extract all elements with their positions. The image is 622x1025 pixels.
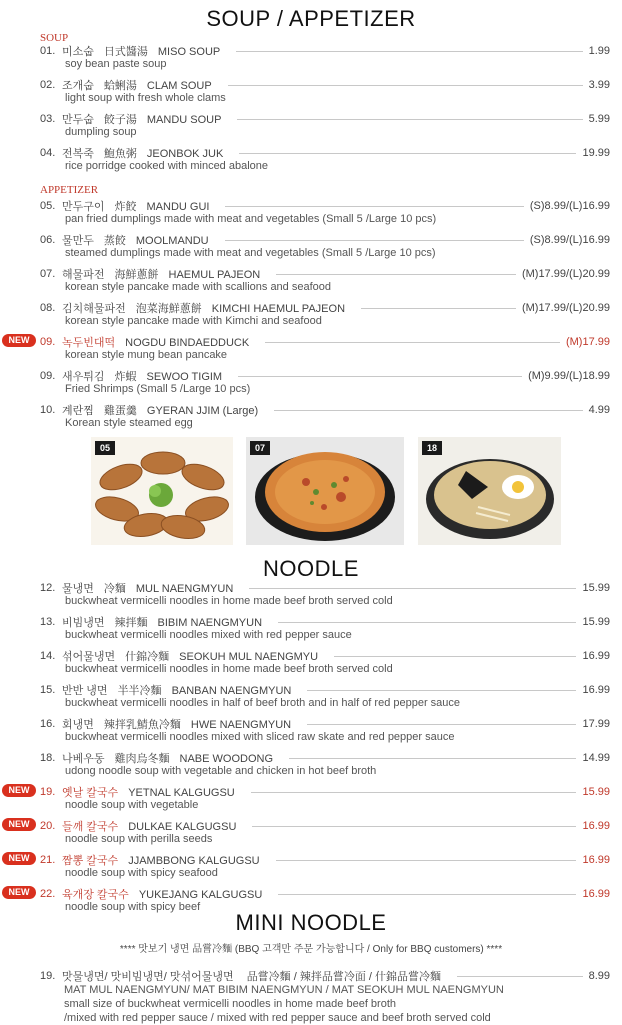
item-name-kr: 계란찜: [62, 404, 94, 417]
menu-item-header: [40, 368, 610, 383]
new-badge: NEW: [2, 852, 36, 865]
item-name-en: NOGDU BINDAEDDUCK: [125, 336, 250, 349]
item-name-kr: 만두숩: [62, 113, 94, 126]
item-price: 15.99: [582, 785, 610, 798]
menu-item: [40, 111, 610, 141]
menu-item-header: [40, 111, 610, 126]
item-name-kr: 김치해물파전: [62, 302, 126, 315]
menu-item-header: [40, 232, 610, 247]
item-name-en: YUKEJANG KALGUGSU: [138, 888, 263, 901]
item-names: [62, 580, 243, 596]
photo-tag: 07: [250, 441, 270, 455]
item-price: 19.99: [582, 146, 610, 159]
new-badge: NEW: [2, 334, 36, 347]
item-price: 15.99: [582, 581, 610, 594]
photo-pancake: [246, 437, 404, 545]
item-names: [62, 784, 245, 800]
item-price: 16.99: [582, 819, 610, 832]
menu-item: [40, 648, 610, 678]
item-names: [62, 232, 219, 248]
menu-item: [8, 852, 610, 882]
menu-item-header: [40, 145, 610, 160]
item-name-cn: 蒸餃: [103, 234, 126, 247]
menu-item: [40, 614, 610, 644]
item-names: [62, 614, 272, 630]
item-price: 16.99: [582, 853, 610, 866]
menu-item-header: [40, 198, 610, 213]
menu-item: [40, 716, 610, 746]
dot-leader: [225, 240, 524, 241]
item-names: [62, 402, 268, 418]
menu-item: [40, 43, 610, 73]
item-description: noodle soup with perilla seeds: [65, 833, 213, 845]
menu-item-header: [40, 784, 610, 799]
subsection-appetizer: APPETIZER: [40, 184, 99, 196]
photo-dumplings: [91, 437, 233, 545]
dot-leader: [265, 342, 560, 343]
item-description: buckwheat vermicelli noodles in home made beef broth served cold: [65, 595, 393, 607]
item-number: 19.: [40, 969, 56, 982]
item-number: 19.: [40, 785, 56, 798]
menu-item-header: [40, 968, 610, 983]
dot-leader: [276, 860, 577, 861]
item-name-cn: 海鮮蔥餅: [114, 268, 159, 281]
item-name-en: KIMCHI HAEMUL PAJEON: [211, 302, 346, 315]
item-names: [62, 852, 270, 868]
item-price: (S)8.99/(L)16.99: [529, 233, 610, 246]
item-price: (M)17.99: [565, 335, 610, 348]
mini-noodle-note: **** 맛보기 냉면 品嘗冷麵 (BBQ 고객만 주문 가능합니다 / Only for BBQ customers) ****: [119, 944, 503, 955]
item-name-kr: 회냉면: [62, 718, 94, 731]
item-names: [62, 682, 301, 698]
item-description: buckwheat vermicelli noodles in home made beef broth served cold: [65, 663, 393, 675]
menu-item: [40, 145, 610, 175]
menu-item: [8, 334, 610, 364]
item-price: 16.99: [582, 649, 610, 662]
dot-leader: [361, 308, 516, 309]
dot-leader: [228, 85, 583, 86]
item-description: noodle soup with spicy beef: [65, 901, 201, 913]
item-name-en: YETNAL KALGUGSU: [128, 786, 235, 799]
item-price: 5.99: [588, 112, 610, 125]
item-description: Fried Shrimps (Small 5 /Large 10 pcs): [65, 383, 251, 395]
item-number: 04.: [40, 146, 56, 159]
dot-leader: [225, 206, 523, 207]
menu-item: [40, 368, 610, 398]
item-number: 02.: [40, 78, 56, 91]
item-number: 06.: [40, 233, 56, 246]
item-number: 15.: [40, 683, 56, 696]
menu-item-header: [40, 334, 610, 349]
item-name-en: BIBIM NAENGMYUN: [157, 616, 263, 629]
mini-line: /mixed with red pepper sauce / mixed with red pepper sauce and beef broth served cold: [64, 1012, 491, 1024]
section-title-mini-noodle: MINI NOODLE: [235, 910, 387, 935]
mini-noodle-item: [40, 968, 610, 1025]
menu-item-header: [40, 77, 610, 92]
item-name-kr: 물만두: [62, 234, 94, 247]
menu-item-header: [40, 43, 610, 58]
item-number: 10.: [40, 403, 56, 416]
menu-item-header: [40, 300, 610, 315]
menu-item: [40, 232, 610, 262]
menu-item-header: [40, 750, 610, 765]
item-name-cn: 日式醬湯: [103, 45, 148, 58]
item-name-cn: 辣拌麵: [114, 616, 148, 629]
new-badge: NEW: [2, 886, 36, 899]
item-name-kr: 조개숩: [62, 79, 94, 92]
item-price: 4.99: [588, 403, 610, 416]
subsection-soup: SOUP: [40, 32, 69, 44]
dot-leader: [334, 656, 576, 657]
item-number: 09.: [40, 335, 56, 348]
item-number: 22.: [40, 887, 56, 900]
item-name-en: MANDU GUI: [146, 200, 210, 213]
item-names: [62, 198, 219, 214]
item-name-en: MISO SOUP: [157, 45, 221, 58]
item-name-kr: 미소숩: [62, 45, 94, 58]
menu-item: [40, 300, 610, 330]
item-name-kr: 맛물냉면/ 맛비빔냉면/ 맛섞어물냉면: [62, 970, 234, 983]
menu-item-header: [40, 682, 610, 697]
dot-leader: [238, 376, 522, 377]
dot-leader: [307, 724, 576, 725]
photo-tag: 18: [422, 441, 442, 455]
item-name-kr: 나베우동: [62, 752, 105, 765]
menu-item: [40, 750, 610, 780]
item-description: buckwheat vermicelli noodles in half of beef broth and in half of red pepper sauce: [65, 697, 461, 709]
item-name-kr: 전복죽: [62, 147, 94, 160]
item-price: (M)17.99/(L)20.99: [521, 301, 610, 314]
item-price: 17.99: [582, 717, 610, 730]
item-name-cn: 炸餃: [114, 200, 137, 213]
item-number: 05.: [40, 199, 56, 212]
item-name-kr: 새우튀김: [62, 370, 105, 383]
item-name-cn: 泡菜海鮮蔥餅: [135, 302, 202, 315]
item-name-cn: 雞蛋羹: [103, 404, 137, 417]
item-name-en: DULKAE KALGUGSU: [128, 820, 237, 833]
item-names: [62, 886, 272, 902]
item-name-en: JEONBOK JUK: [146, 147, 224, 160]
item-description: korean style mung bean pancake: [65, 349, 228, 361]
item-description: Korean style steamed egg: [65, 417, 193, 429]
item-name-kr: 해물파전: [62, 268, 105, 281]
item-number: 03.: [40, 112, 56, 125]
menu-item: [40, 580, 610, 610]
dot-leader: [278, 622, 576, 623]
item-price: 16.99: [582, 887, 610, 900]
item-name-en: CLAM SOUP: [146, 79, 212, 92]
item-names: [62, 300, 355, 316]
item-description: korean style pancake made with scallions and seafood: [65, 281, 331, 293]
menu-item-header: [40, 852, 610, 867]
item-name-kr: 녹두빈대떡: [62, 336, 116, 349]
item-name-en: MOOLMANDU: [135, 234, 209, 247]
menu-item-header: [40, 580, 610, 595]
item-names: [62, 750, 283, 766]
item-name-cn: 什錦冷麵: [125, 650, 170, 663]
item-number: 01.: [40, 44, 56, 57]
dot-leader: [252, 826, 576, 827]
mini-line: small size of buckwheat vermicelli noodles in home made beef broth: [64, 998, 396, 1010]
item-description: pan fried dumplings made with meat and vegetables (Small 5 /Large 10 pcs): [65, 213, 437, 225]
item-name-kr: 비빔냉면: [62, 616, 105, 629]
item-description: dumpling soup: [65, 126, 137, 138]
item-name-cn: 蛤蜊湯: [103, 79, 137, 92]
item-name-kr: 반반 냉면: [62, 684, 108, 697]
dot-leader: [274, 410, 582, 411]
item-names: [62, 818, 246, 834]
item-name-en: JJAMBBONG KALGUGSU: [128, 854, 260, 867]
item-description: buckwheat vermicelli noodles mixed with red pepper sauce: [65, 629, 352, 641]
item-names: [62, 968, 451, 984]
item-name-cn: 雞肉烏冬麵: [114, 752, 170, 765]
item-name-cn: 鮑魚粥: [103, 147, 137, 160]
item-description: udong noodle soup with vegetable and chicken in hot beef broth: [65, 765, 377, 777]
item-price: 16.99: [582, 683, 610, 696]
menu-item-header: [40, 266, 610, 281]
item-names: [62, 111, 231, 127]
menu-item: [8, 818, 610, 848]
dot-leader: [289, 758, 576, 759]
photo-udon: [418, 437, 561, 545]
new-badge: NEW: [2, 818, 36, 831]
item-number: 16.: [40, 717, 56, 730]
item-names: [62, 334, 259, 350]
item-description: noodle soup with vegetable: [65, 799, 199, 811]
item-number: 21.: [40, 853, 56, 866]
item-price: 1.99: [588, 44, 610, 57]
menu-item-header: [40, 716, 610, 731]
item-number: 13.: [40, 615, 56, 628]
item-names: [62, 648, 328, 664]
item-name-en: HAEMUL PAJEON: [168, 268, 261, 281]
item-number: 09.: [40, 369, 56, 382]
item-name-en: HWE NAENGMYUN: [190, 718, 292, 731]
item-price: 3.99: [588, 78, 610, 91]
menu-item-header: [40, 402, 610, 417]
item-description: soy bean paste soup: [65, 58, 167, 70]
item-name-cn: 餃子湯: [103, 113, 137, 126]
dot-leader: [236, 51, 582, 52]
item-names: [62, 266, 270, 282]
item-name-en: MANDU SOUP: [146, 113, 222, 126]
item-description: rice porridge cooked with minced abalone: [65, 160, 269, 172]
menu-item: [40, 402, 610, 432]
item-names: [62, 43, 230, 59]
item-name-cn: 辣拌乳鯖魚冷麵: [103, 718, 181, 731]
item-number: 18.: [40, 751, 56, 764]
dot-leader: [249, 588, 576, 589]
item-name-en: BANBAN NAENGMYUN: [171, 684, 292, 697]
menu-item: [40, 198, 610, 228]
item-name-kr: 육개장 칼국수: [62, 888, 129, 901]
section-title-noodle: NOODLE: [263, 556, 359, 581]
new-badge: NEW: [2, 784, 36, 797]
dot-leader: [457, 976, 583, 977]
menu-item-header: [40, 614, 610, 629]
section-title-soup-appetizer: SOUP / APPETIZER: [206, 6, 416, 31]
menu-item: [40, 266, 610, 296]
photo-tag: 05: [95, 441, 115, 455]
item-name-en: SEWOO TIGIM: [146, 370, 223, 383]
item-name-kr: 섞어물냉면: [62, 650, 116, 663]
item-name-en: GYERAN JJIM (Large): [146, 404, 259, 417]
item-description: buckwheat vermicelli noodles mixed with sliced raw skate and red pepper sauce: [65, 731, 455, 743]
item-name-cn: 冷麵: [103, 582, 126, 595]
item-name-kr: 들깨 칼국수: [62, 820, 119, 833]
item-price: (S)8.99/(L)16.99: [529, 199, 610, 212]
item-name-cn: 炸蝦: [114, 370, 137, 383]
item-price: 14.99: [582, 751, 610, 764]
menu-item-header: [40, 648, 610, 663]
dot-leader: [237, 119, 582, 120]
item-number: 12.: [40, 581, 56, 594]
item-number: 08.: [40, 301, 56, 314]
item-description: light soup with fresh whole clams: [65, 92, 226, 104]
item-name-en: NABE WOODONG: [179, 752, 274, 765]
item-name-kr: 만두구이: [62, 200, 105, 213]
item-number: 14.: [40, 649, 56, 662]
item-name-en: MUL NAENGMYUN: [135, 582, 234, 595]
menu-item: [8, 784, 610, 814]
item-price: 15.99: [582, 615, 610, 628]
item-name-en: SEOKUH MUL NAENGMYU: [179, 650, 319, 663]
item-price: (M)17.99/(L)20.99: [521, 267, 610, 280]
dot-leader: [278, 894, 576, 895]
item-price: (M)9.99/(L)18.99: [528, 369, 610, 382]
item-names: [62, 145, 233, 161]
item-names: [62, 77, 222, 93]
dot-leader: [239, 153, 576, 154]
menu-item-header: [40, 818, 610, 833]
dot-leader: [276, 274, 516, 275]
item-name-kr: 옛날 칼국수: [62, 786, 119, 799]
item-description: steamed dumplings made with meat and vegetables (Small 5 /Large 10 pcs): [65, 247, 436, 259]
mini-line: MAT MUL NAENGMYUN/ MAT BIBIM NAENGMYUN / MAT SEOKUH MUL NAENGMYUN: [64, 984, 504, 996]
item-name-kr: 짬뽕 칼국수: [62, 854, 119, 867]
item-name-kr: 물냉면: [62, 582, 94, 595]
item-names: [62, 368, 232, 384]
item-names: [62, 716, 301, 732]
menu-item-header: [40, 886, 610, 901]
item-description: korean style pancake made with Kimchi and seafood: [65, 315, 322, 327]
menu-item: [40, 77, 610, 107]
dot-leader: [251, 792, 577, 793]
item-number: 07.: [40, 267, 56, 280]
dot-leader: [307, 690, 576, 691]
menu-item: [40, 682, 610, 712]
item-name-cn: 半半冷麵: [117, 684, 162, 697]
item-price: 8.99: [588, 969, 610, 982]
item-number: 20.: [40, 819, 56, 832]
item-description: noodle soup with spicy seafood: [65, 867, 218, 879]
item-name-cn: 品嘗冷麵 / 辣拌品嘗冷面 / 什錦品嘗冷麵: [246, 970, 442, 983]
